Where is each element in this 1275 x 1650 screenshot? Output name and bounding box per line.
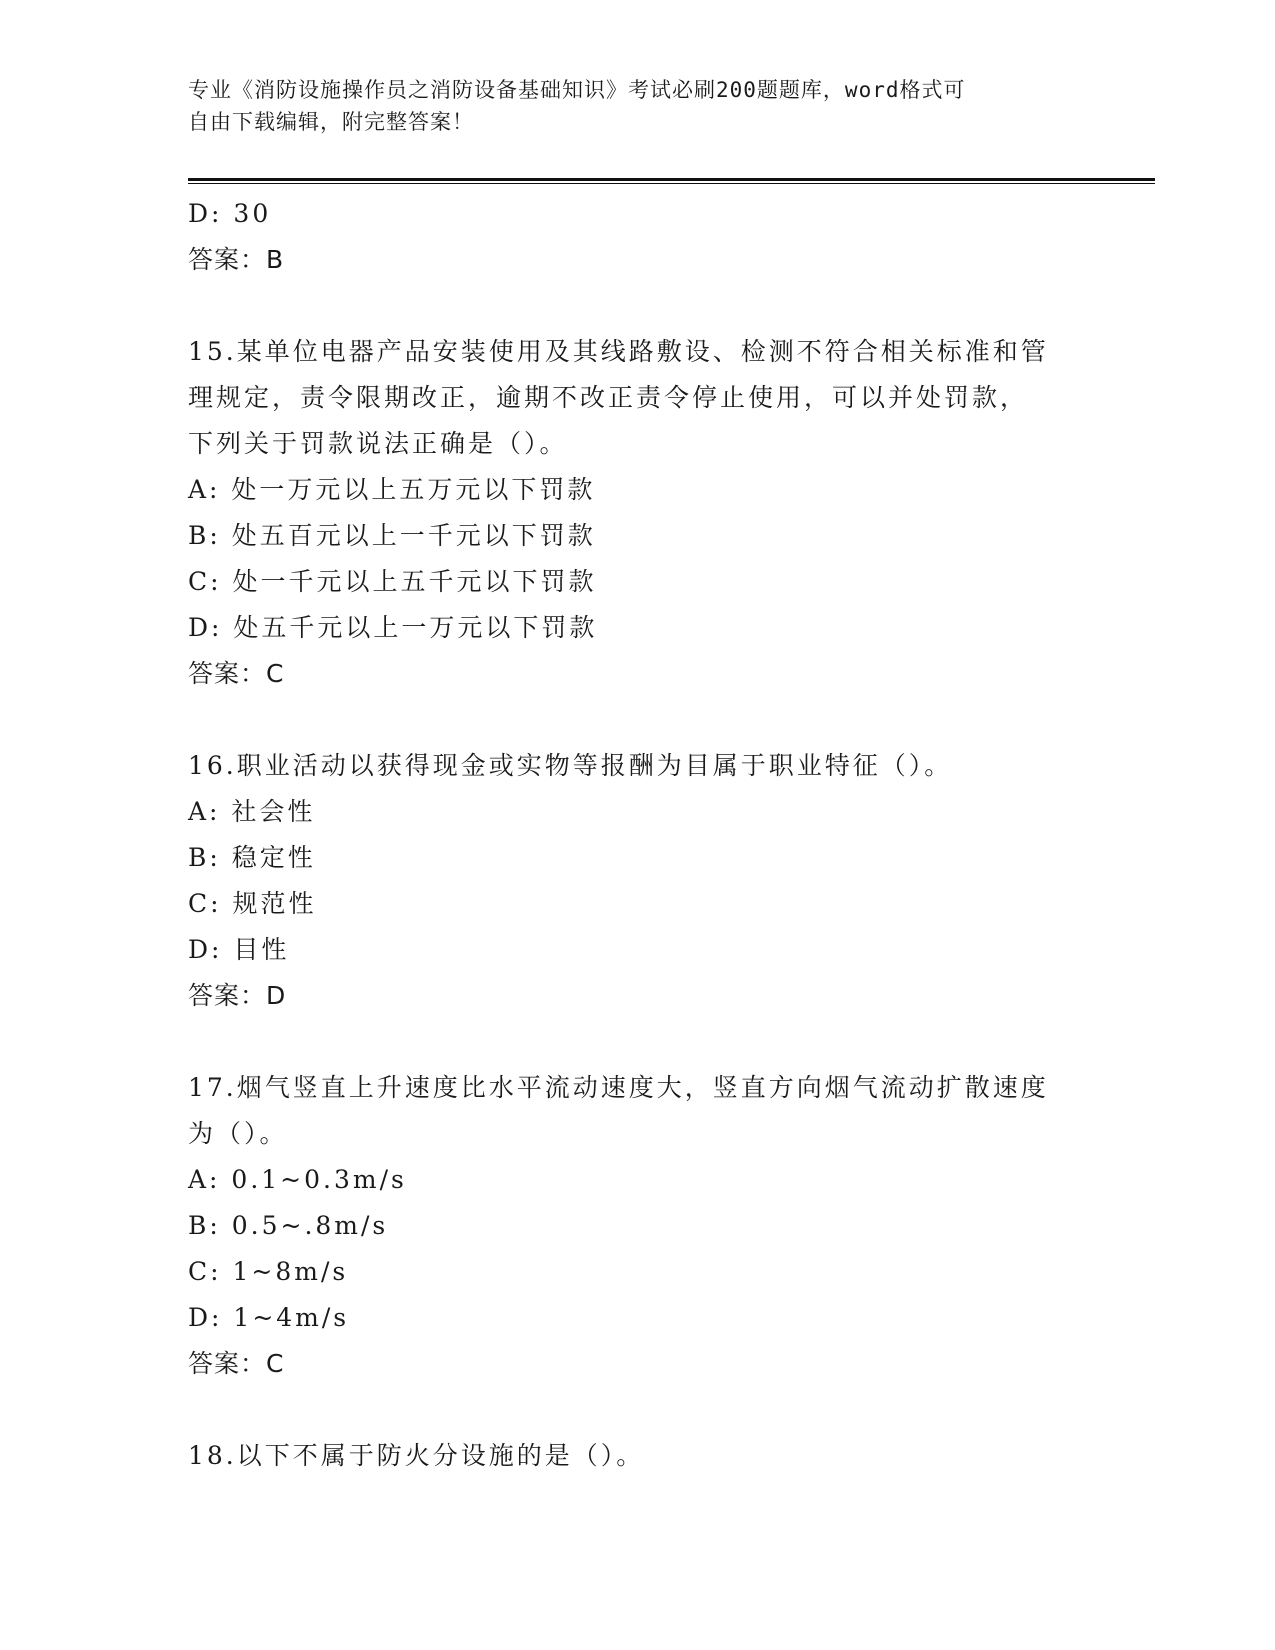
option-d: D: 目性 [188, 935, 290, 964]
option-d: D: 1~4m/s [188, 1303, 350, 1332]
answer-text: 答案：D [188, 981, 287, 1010]
spacer [188, 697, 1088, 743]
header-divider-thick [188, 178, 1155, 181]
option-c: C: 规范性 [188, 889, 317, 918]
option-a: A: 0.1~0.3m/s [188, 1165, 407, 1194]
question-list [188, 191, 1088, 1479]
answer-text: 答案：C [188, 659, 285, 688]
option-a: A: 处一万元以上五万元以下罚款 [188, 475, 596, 504]
option-d: D: 30 [188, 199, 272, 228]
question-stem-line: 17.烟气竖直上升速度比水平流动速度大，竖直方向烟气流动扩散速度 [188, 1073, 1049, 1102]
question-stem-line: 下列关于罚款说法正确是（）。 [188, 429, 568, 458]
header-line-2: 自由下载编辑，附完整答案！ [188, 110, 474, 134]
question-14 [188, 191, 1088, 283]
question-stem-line: 理规定，责令限期改正，逾期不改正责令停止使用，可以并处罚款， [188, 383, 1029, 412]
question-stem-line: 15.某单位电器产品安装使用及其线路敷设、检测不符合相关标准和管 [188, 337, 1049, 366]
spacer [188, 283, 1088, 329]
document-header [188, 74, 1068, 138]
question-18 [188, 1433, 1088, 1479]
question-17 [188, 1065, 1088, 1387]
question-stem-line: 16.职业活动以获得现金或实物等报酬为目属于职业特征（）。 [188, 751, 953, 780]
option-c: C: 1~8m/s [188, 1257, 349, 1286]
option-b: B: 0.5~.8m/s [188, 1211, 389, 1240]
question-stem-line: 为（）。 [188, 1119, 288, 1148]
option-b: B: 稳定性 [188, 843, 316, 872]
option-b: B: 处五百元以上一千元以下罚款 [188, 521, 596, 550]
option-a: A: 社会性 [188, 797, 316, 826]
option-c: C: 处一千元以上五千元以下罚款 [188, 567, 597, 596]
header-divider-thin [188, 183, 1155, 184]
question-15 [188, 329, 1088, 697]
question-16 [188, 743, 1088, 1019]
spacer [188, 1019, 1088, 1065]
spacer [188, 1387, 1088, 1433]
header-line-1: 专业《消防设施操作员之消防设备基础知识》考试必刷200题题库，word格式可 [188, 78, 966, 102]
question-stem-line: 18.以下不属于防火分设施的是（）。 [188, 1441, 645, 1470]
answer-text: 答案：C [188, 1349, 285, 1378]
option-d: D: 处五千元以上一万元以下罚款 [188, 613, 598, 642]
answer-text: 答案：B [188, 245, 285, 274]
